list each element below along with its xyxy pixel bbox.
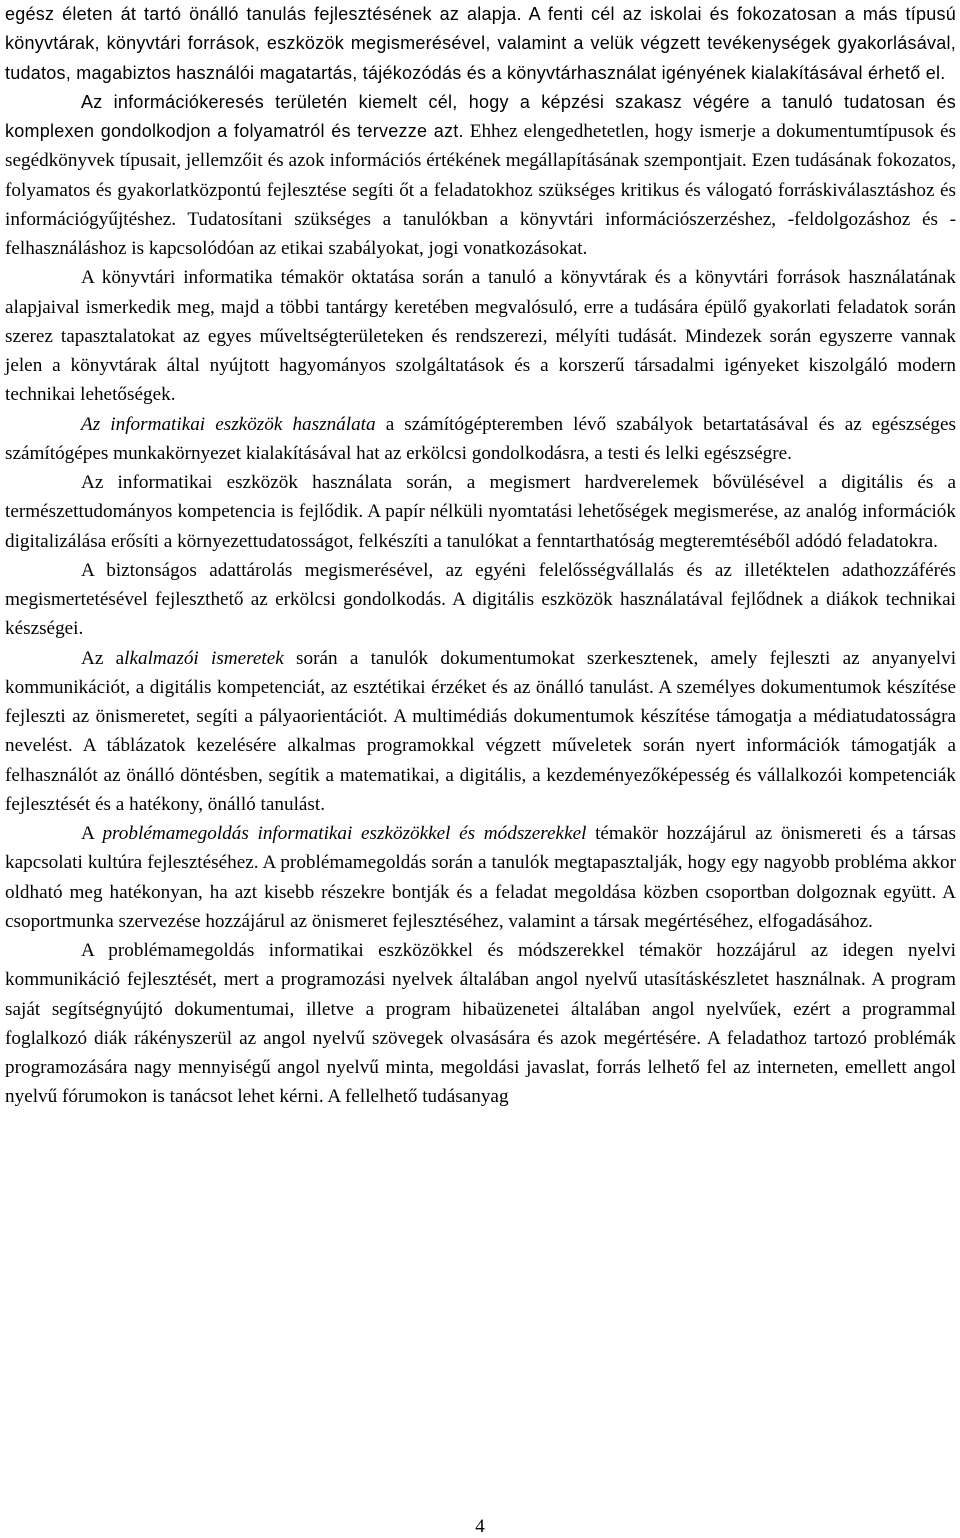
document-page: [5, 0, 956, 1112]
paragraph-text-lead: Az a: [81, 647, 125, 669]
paragraph-text: során a tanulók dokumentumokat szerkesztenek, amely fejleszti az anyanyelvi kommunikációt, a digitális kompetenciát, az esztétikai érzéket és az önálló tanulást. A személyes dokumentumok készítése fejleszti az önismeretet, segíti a pályaorientációt. A multimédiás dokumentumok készítése támogatja a médiatudatosságra nevelést. A táblázatok kezelésére alkalmas programokkal végzett műveletek során nyert információk támogatják a felhasználót az önálló döntésben, segítik a matematikai, a digitális, a kezdeményezőképesség és vállalkozói kompetenciák fejlesztését és a hatékony, önálló tanulást.: [5, 647, 957, 815]
paragraph-text-serif: Ehhez elengedhetetlen, hogy ismerje a dokumentumtípusok és segédkönyvek típusait, jellemzőit és azok információs értékének megállapításának szempontjait. Ezen tudásának fokozatos, folyamatos és gyakorlatközpontú fejlesztése segíti őt a feladatokhoz szükséges kritikus és válogató forráskiválasztáshoz és információgyűjtéshez. Tudatosítani szükséges a tanulókban a könyvtári információszerzéshez, -feldolgozáshoz és -felhasználáshoz is kapcsolódóan az etikai szabályokat, jogi vonatkozásokat.: [5, 121, 956, 259]
paragraph-text: Az informatikai eszközök használata során, a megismert hardverelemek bővülésével a digitális és a természettudományos kompetencia is fejlődik. A papír nélküli nyomtatási lehetőségek megismerése, az analóg információk digitalizálása erősíti a környezettudatosságot, felkészíti a tanulókat a fenntarthatóság megteremtéséből adódó feladatokra.: [5, 472, 956, 552]
paragraph-text: a számítógépteremben lévő szabályok betartatásával és az egészséges számítógépes munkakörnyezet kialakításával hat az erkölcsi gondolkodásra, a testi és lelki egészségre.: [5, 413, 956, 464]
paragraph-text-lead: A: [81, 823, 103, 844]
paragraph-data-security: [5, 556, 956, 644]
italic-topic-name: lkalmazói ismeretek: [124, 647, 284, 669]
paragraph-problem-solving: [5, 819, 956, 936]
paragraph-it-tools-usage: [5, 410, 956, 469]
paragraph-information-retrieval: [5, 88, 956, 264]
page-number: 4: [475, 1516, 485, 1537]
paragraph-library-skills: [5, 0, 956, 88]
paragraph-text: témakör hozzájárul az önismereti és a társas kapcsolati kultúra fejlesztéséhez. A problémamegoldás során a tanulók megtapasztalják, hogy egy nagyobb probléma akkor oldható meg hatékonyan, ha azt kisebb részekre bontják és a feladat megoldása közben csoportban dolgoznak együtt. A csoportmunka szervezése hozzájárul az önismeret fejlesztéséhez, valamint a társak megértéséhez, elfogadásához.: [5, 823, 956, 932]
paragraph-hardware-competence: [5, 468, 956, 556]
paragraph-library-informatics: [5, 263, 956, 409]
paragraph-text: A problémamegoldás informatikai eszközökkel és módszerekkel témakör hozzájárul az idegen nyelvi kommunikáció fejlesztését, mert a programozási nyelvek általában angol nyelvű utasításkészletet használnak. A program saját segítségnyújtó dokumentumai, illetve a program hibaüzenetei általában angol nyelvűek, ezért a programmal foglalkozó diák rákényszerül az angol nyelvű szövegek olvasására és azok megértésére. A feladathoz tartozó problémák programozására nagy mennyiségű angol nyelvű minta, megoldási javaslat, forrás lelhető fel az interneten, emellett angol nyelvű fórumokon is tanácsot lehet kérni. A fellelhető tudásanyag: [5, 940, 956, 1108]
paragraph-text: A könyvtári informatika témakör oktatása során a tanuló a könyvtárak és a könyvtári források használatának alapjaival ismerkedik meg, majd a többi tantárgy keretében megvalósuló, erre a tudására épülő gyakorlati feladatok során szerez tapasztalatokat az egyes műveltségterületeken és rendszerezi, mélyíti tudását. Mindezek során egyszerre vannak jelen a könyvtárak által nyújtott hagyományos szolgáltatások és a korszerű társadalmi igényeket kiszolgáló modern technikai lehetőségek.: [5, 267, 956, 406]
paragraph-text: A biztonságos adattárolás megismerésével, az egyéni felelősségvállalás és az illetéktelen adathozzáférés megismertetésével fejleszthető az erkölcsi gondolkodás. A digitális eszközök használatával fejlődnek a diákok technikai készségei.: [5, 559, 956, 640]
paragraph-text: egész életen át tartó önálló tanulás fejlesztésének az alapja. A fenti cél az iskolai és fokozatosan a más típusú könyvtárak, könyvtári források, eszközök megismerésével, valamint a velük végzett tevékenységek gyakorlásával, tudatos, magabiztos használói magatartás, tájékozódás és a könyvtárhasználat igényének kialakításával érhető el.: [5, 4, 956, 83]
paragraph-foreign-language: [5, 936, 956, 1112]
italic-topic-name: problémamegoldás informatikai eszközökkel és módszerekkel: [102, 823, 587, 844]
paragraph-text-sans: Az információkeresés területén kiemelt cél, hogy a képzési szakasz végére a tanuló tudatosan és komplexen gondolkodjon a folyamatról és tervezze azt.: [5, 91, 956, 141]
italic-topic-name: Az informatikai eszközök használata: [81, 413, 376, 435]
paragraph-application-skills: [5, 644, 956, 820]
